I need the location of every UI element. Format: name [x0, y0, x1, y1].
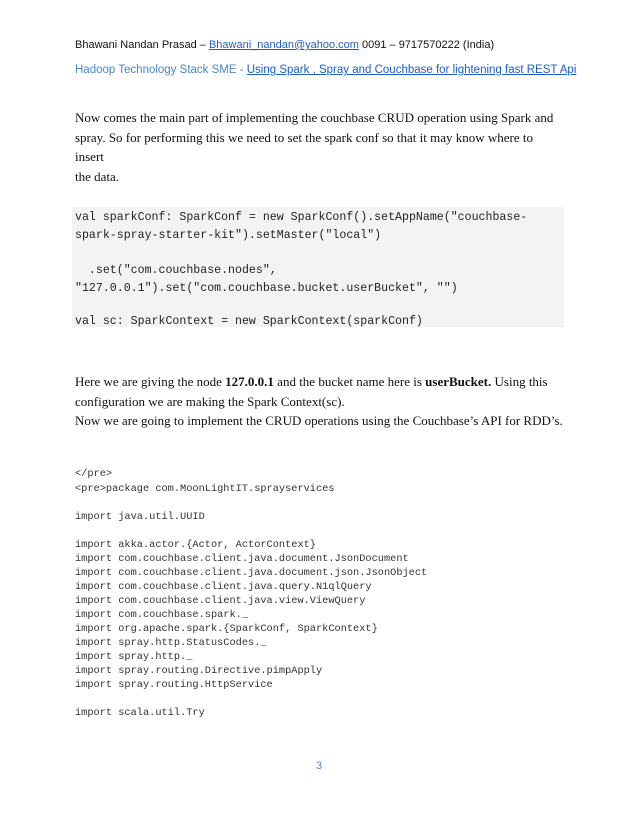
- text-run: and the bucket name here is: [273, 374, 426, 389]
- intro-line: Now comes the main part of implementing the couchbase CRUD operation using Spark and: [75, 110, 554, 125]
- subtitle-title-link[interactable]: Using Spark , Spray and Couchbase for lightening fast REST Api: [246, 64, 577, 76]
- header-subtitle-line: [75, 64, 576, 76]
- source-code-line: </pre>: [75, 468, 113, 480]
- code-line: "127.0.0.1").set("com.couchbase.bucket.userBucket", ""): [75, 282, 458, 295]
- source-code-line: import org.apache.spark.{SparkConf, SparkContext}: [75, 623, 378, 635]
- bucket-name-bold: userBucket.: [425, 374, 492, 389]
- intro-line: spray. So for performing this we need to set the spark conf so that it may know where to insert: [75, 129, 534, 164]
- source-code-line: import com.couchbase.client.java.view.ViewQuery: [75, 595, 366, 607]
- source-code-line: <pre>package com.MoonLightIT.sprayservices: [75, 483, 335, 495]
- text-run: Here we are giving the node: [75, 374, 226, 389]
- source-code-line: import com.couchbase.client.java.document.JsonDocument: [75, 553, 409, 565]
- explanation-line: [75, 372, 565, 392]
- source-code-line: import com.couchbase.client.java.query.N1qlQuery: [75, 581, 372, 593]
- header-author-line: [75, 39, 494, 51]
- source-code-line: import spray.routing.Directive.pimpApply: [75, 665, 323, 677]
- code-line: spark-spray-starter-kit").setMaster("local"): [75, 229, 382, 242]
- node-ip-bold: 127.0.0.1: [225, 374, 274, 389]
- intro-line: the data.: [75, 168, 120, 184]
- source-code-line: import akka.actor.{Actor, ActorContext}: [75, 539, 316, 551]
- code-line: val sc: SparkContext = new SparkContext(sparkConf): [75, 315, 423, 328]
- text-run: Using this: [491, 374, 548, 389]
- source-code-line: import spray.routing.HttpService: [75, 679, 273, 691]
- explanation-line: configuration we are making the Spark Context(sc).: [75, 393, 345, 409]
- author-phone: 0091 – 9717570222 (India): [358, 39, 495, 51]
- page-number: 3: [315, 760, 323, 772]
- source-code-line: import spray.http._: [75, 651, 193, 663]
- explanation-paragraph: [75, 372, 565, 431]
- code-line: .set("com.couchbase.nodes",: [75, 264, 277, 277]
- source-code-line: import spray.http.StatusCodes._: [75, 637, 267, 649]
- subtitle-prefix: Hadoop Technology Stack SME -: [75, 64, 247, 76]
- source-code-line: import com.couchbase.spark._: [75, 609, 249, 621]
- source-code-line: import java.util.UUID: [75, 511, 205, 523]
- code-line: val sparkConf: SparkConf = new SparkConf().setAppName("couchbase-: [75, 211, 528, 224]
- intro-paragraph: [75, 108, 565, 186]
- author-email-link[interactable]: Bhawani_nandan@yahoo.com: [208, 39, 359, 51]
- author-name: Bhawani Nandan Prasad –: [75, 39, 209, 51]
- source-code-line: import com.couchbase.client.java.document.json.JsonObject: [75, 567, 428, 579]
- source-code-line: import scala.util.Try: [75, 707, 205, 719]
- explanation-line: Now we are going to implement the CRUD operations using the Couchbase’s API for RDD’s.: [75, 413, 563, 428]
